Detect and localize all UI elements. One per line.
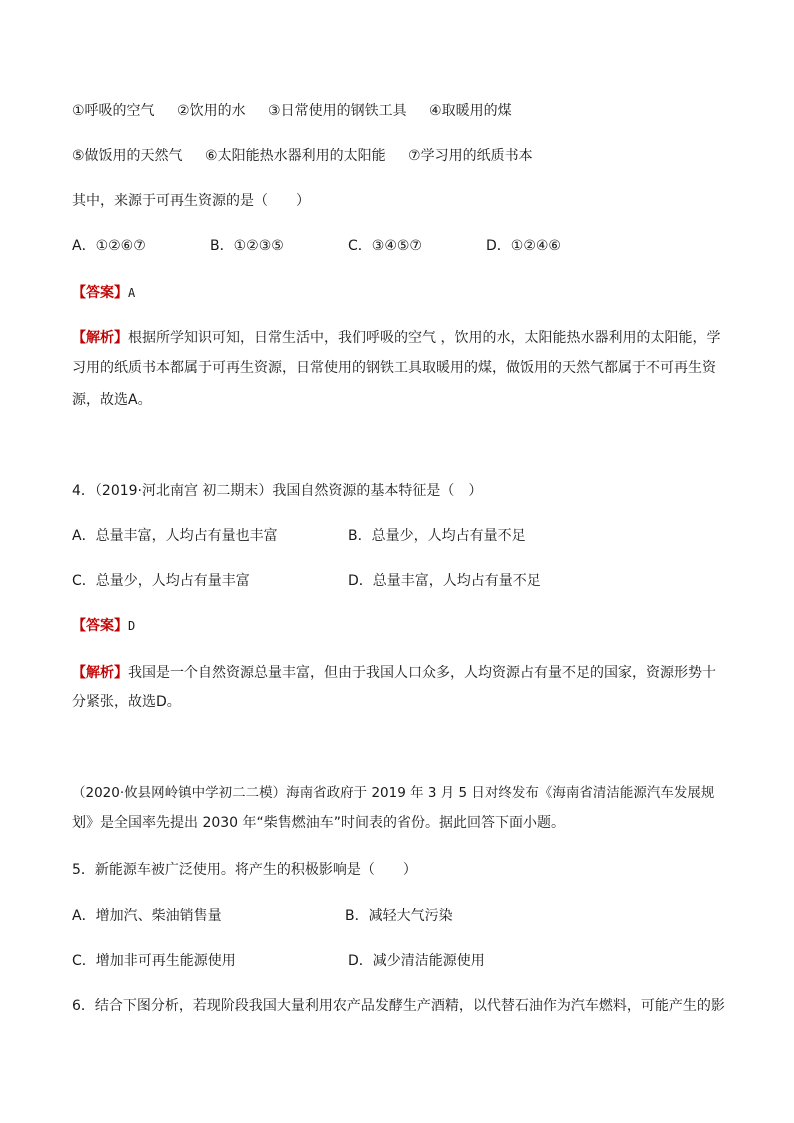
material-line-1: （2020·攸县网岭镇中学初二二模）海南省政府于 2019 年 3 月 5 日对终发布《海南省清洁能源汽车发展规 [72, 785, 715, 801]
q3-item: ④取暖用的煤 [429, 103, 512, 119]
answer-value: A [128, 286, 136, 300]
q4-stem: 4．（2019·河北南宫 初二期末）我国自然资源的基本特征是（ ） [72, 483, 483, 499]
q3-analysis-line-2: 习用的纸质书本都属于可再生资源，日常使用的钢铁工具取暖用的煤，做饭用的天然气都属于不可再生资 [72, 360, 716, 376]
q4-answer [72, 616, 135, 636]
analysis-text: 我国是一个自然资源总量丰富，但由于我国人口众多，人均资源占有量不足的国家，资源形势十 [128, 665, 716, 681]
q3-analysis-line-1 [72, 328, 720, 348]
q3-option-b: B．①②③⑤ [210, 238, 284, 254]
q4-analysis-line-1 [72, 663, 716, 683]
q3-option-d: D．①②④⑥ [486, 238, 561, 254]
q3-item: ⑤做饭用的天然气 [72, 148, 183, 164]
q3-answer [72, 283, 135, 303]
q4-option-c: C．总量少，人均占有量丰富 [72, 573, 250, 589]
analysis-text: 根据所学知识可知，日常生活中，我们呼吸的空气 ，饮用的水，太阳能热水器利用的太阳能，学 [128, 330, 721, 346]
q3-item: ②饮用的水 [177, 103, 246, 119]
q3-items-line-1 [72, 101, 512, 121]
q3-item: ⑥太阳能热水器利用的太阳能 [205, 148, 386, 164]
analysis-tag: 【解析】 [72, 665, 128, 681]
q3-option-c: C．③④⑤⑦ [348, 238, 422, 254]
q3-analysis-line-3: 源，故选A。 [72, 392, 152, 408]
q5-option-b: B．减轻大气污染 [345, 908, 453, 924]
answer-tag: 【答案】 [72, 285, 128, 301]
analysis-tag: 【解析】 [72, 330, 128, 346]
q4-analysis-line-2: 分紧张，故选D。 [72, 694, 181, 710]
q3-stem: 其中，来源于可再生资源的是（ ） [72, 193, 310, 209]
q4-option-a: A．总量丰富，人均占有量也丰富 [72, 528, 278, 544]
q3-item: ⑦学习用的纸质书本 [408, 148, 533, 164]
q5-option-c: C．增加非可再生能源使用 [72, 953, 236, 969]
q6-stem: 6．结合下图分析，若现阶段我国大量利用农产品发酵生产酒精，以代替石油作为汽车燃料，可能产生的影 [72, 998, 725, 1014]
q5-option-d: D．减少清洁能源使用 [348, 953, 485, 969]
answer-tag: 【答案】 [72, 618, 128, 634]
material-line-2: 划》是全国率先提出 2030 年“柴售燃油车”时间表的省份。据此回答下面小题。 [72, 815, 566, 831]
answer-value: D [128, 619, 136, 633]
q4-option-b: B．总量少，人均占有量不足 [348, 528, 526, 544]
q3-option-a: A．①②⑥⑦ [72, 238, 146, 254]
q3-item: ①呼吸的空气 [72, 103, 155, 119]
q4-option-d: D．总量丰富，人均占有量不足 [348, 573, 541, 589]
q5-stem: 5．新能源车被广泛使用。将产生的积极影响是（ ） [72, 862, 417, 878]
q3-item: ③日常使用的钢铁工具 [268, 103, 407, 119]
q5-option-a: A．增加汽、柴油销售量 [72, 908, 222, 924]
q3-items-line-2 [72, 146, 533, 166]
